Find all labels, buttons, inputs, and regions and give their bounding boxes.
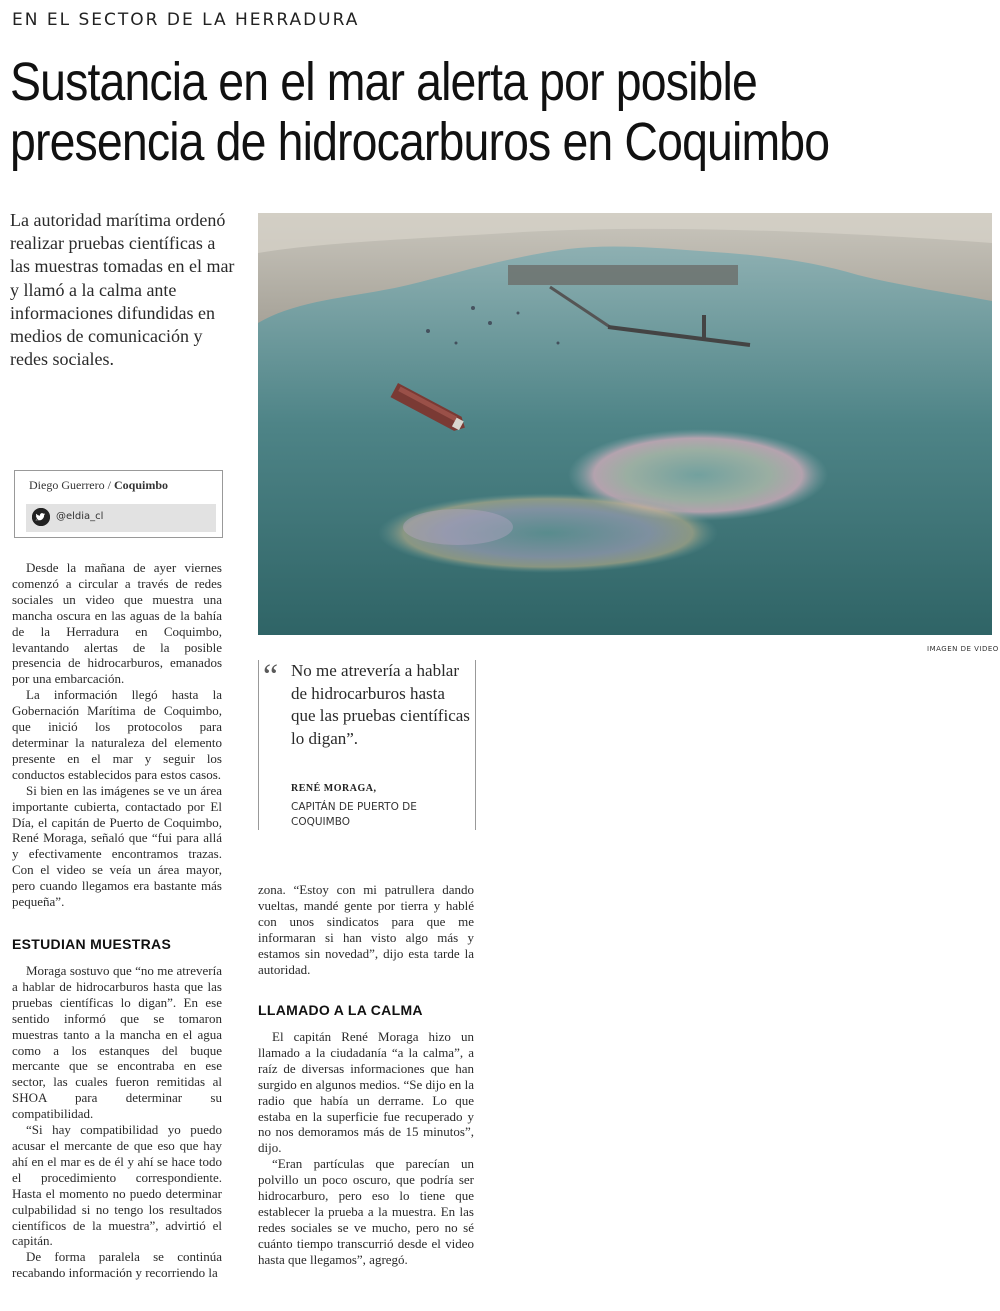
body-paragraph: La información llegó hasta la Gobernación Marítima de Coquimbo, que inició los protocolos para determinar la naturaleza del elemento presente en el mar y seguir los conductos establecidos para estos casos. (12, 687, 222, 782)
deck: La autoridad marítima ordenó realizar pruebas científicas a las muestras tomadas en el mar y llamó a la calma ante informaciones difundidas en medios de comunicación y redes sociales. (10, 210, 235, 370)
twitter-bird-icon (32, 508, 50, 526)
aerial-bay-photo (258, 213, 992, 635)
byline-box (14, 470, 223, 538)
quote-mark-icon: “ (263, 658, 279, 695)
subhead-estudian-muestras: ESTUDIAN MUESTRAS (12, 936, 172, 952)
body-paragraph: “Si hay compatibilidad yo puedo acusar el mercante de que eso que hay ahí en el mar es de él y ahí se hace todo el procedimiento correspondiente. Hasta el momento no puedo determinar culpabilidad si no tengo los resultados científicos de la muestra”, advirtió el capitán. (12, 1122, 222, 1249)
twitter-handle: @eldia_cl (56, 511, 104, 522)
byline-location: Coquimbo (113, 478, 169, 492)
headline-line-1: Sustancia en el mar alerta por posible (10, 52, 757, 112)
author-name: Diego Guerrero (29, 478, 105, 492)
body-paragraph: “Eran partículas que parecían un polvillo un poco oscuro, que podría ser hidrocarburo, pero eso lo tiene que establecer la prueba a la muestra. En las redes sociales se ve mucho, pero no sé cuánto tiempo transcurrió desde el video hasta que llegamos”, agregó. (258, 1156, 474, 1267)
pull-quote-text: No me atrevería a hablar de hidrocarburos hasta que las pruebas científicas lo digan”. (291, 661, 470, 748)
pull-quote (258, 660, 476, 830)
news-photo (258, 213, 992, 635)
subhead-llamado-a-la-calma: LLAMADO A LA CALMA (258, 1002, 423, 1018)
body-paragraph: Desde la mañana de ayer viernes comenzó a circular a través de redes sociales un video que muestra una mancha oscura en las aguas de la bahía de la Herradura en Coquimbo, levantando alertas de la posible presencia de hidrocarburos, emanados por una embarcación. (12, 560, 222, 687)
body-paragraph: Moraga sostuvo que “no me atrevería a hablar de hidrocarburos hasta que las pruebas científicas lo digan”. En ese sentido informó que se tomaron muestras tanto a la mancha en el agua como a los estanques del buque mercante que se encontraba en ese sector, las cuales fueron remitidas al SHOA para determinar su compatibilidad. (12, 963, 222, 1122)
headline (10, 52, 999, 172)
kicker: EN EL SECTOR DE LA HERRADURA (12, 10, 360, 30)
body-column-2b (258, 1029, 474, 1268)
body-column-1b (12, 963, 222, 1281)
body-paragraph: Si bien en las imágenes se ve un área importante cubierta, contactado por El Día, el capitán de Puerto de Coquimbo, René Moraga, señaló que “fui para allá y efectivamente encontramos trazas. Con el video se veía un área mayor, pero cuando llegamos era bastante más pequeña”. (12, 782, 222, 910)
body-paragraph: El capitán René Moraga hizo un llamado a la ciudadanía “a la calma”, a raíz de diversas informaciones que han surgido en algunos medios. “Se dijo en la radio que había un derrame. Lo que estaba en la superficie fue recuperado y no nos demoramos más de 15 minutos”, dijo. (258, 1029, 474, 1156)
body-column-2a (258, 882, 474, 977)
pull-quote-role: CAPITÁN DE PUERTO DE COQUIMBO (291, 801, 417, 828)
twitter-bar[interactable] (26, 504, 216, 532)
pull-quote-name: RENÉ MORAGA, (291, 783, 377, 794)
photo-credit: IMAGEN DE VIDEO (927, 645, 999, 653)
byline-author (29, 478, 168, 493)
body-column-1 (12, 560, 222, 910)
body-paragraph: zona. “Estoy con mi patrullera dando vueltas, mandé gente por tierra y hablé con unos sindicatos para que me informaran si han visto algo más y estamos sin novedad”, dijo esta tarde la autoridad. (258, 882, 474, 977)
byline-separator: / (107, 478, 111, 492)
body-paragraph: De forma paralela se continúa recabando información y recorriendo la (12, 1249, 222, 1281)
headline-line-2: presencia de hidrocarburos en Coquimbo (10, 112, 830, 172)
